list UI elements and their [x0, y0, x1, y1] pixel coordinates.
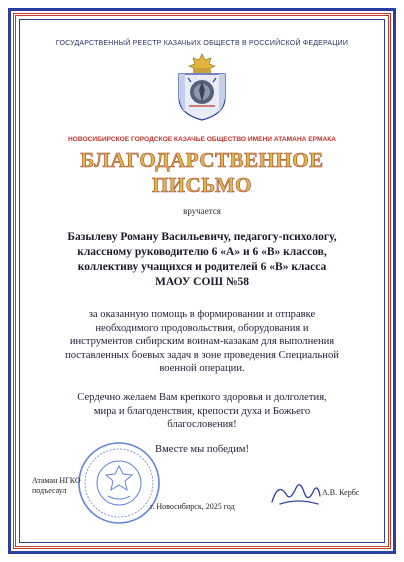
signatory-title [32, 476, 81, 496]
cossack-emblem-icon [171, 52, 233, 122]
signatory-name: А.В. Кербс [322, 488, 360, 497]
official-stamp-icon [76, 440, 162, 526]
recipient-line-1: Базылеву Роману Васильевичу, педагогу-психологу, [67, 231, 337, 243]
recipient-line-4: МАОУ СОШ №58 [154, 276, 249, 288]
title-line-1: БЛАГОДАРСТВЕННОЕ [80, 148, 324, 172]
recipient-line-2: классному руководителю 6 «А» и 6 «В» классов, [77, 246, 327, 258]
city-and-date: г. Новосибирск, 2025 год [150, 502, 235, 511]
body-line-4: поставленных боевых задач в зоне проведения Специальной [65, 349, 339, 361]
body-line-1: за оказанную помощь в формировании и отправке [88, 309, 316, 320]
document-title [24, 148, 380, 198]
body-line-3: инструментов сибирским воинам-казакам для выполнения [69, 336, 335, 348]
society-name: НОВОСИБИРСКОЕ ГОРОДСКОЕ КАЗАЧЬЕ ОБЩЕСТВО ИМЕНИ АТАМАНА ЕРМАКА [67, 136, 337, 143]
handed-to-label: вручается [183, 206, 221, 216]
body-line-2: необходимого продовольствия, оборудования и [95, 322, 309, 334]
signatory-title-line-1: Атаман НГКО [32, 476, 81, 485]
wish-line-1: Сердечно желаем Вам крепкого здоровья и долголетия, [77, 392, 327, 403]
wish-line-2: мира и благоденствия, крепости духа и Божьего [93, 405, 311, 417]
recipient-block [30, 230, 374, 290]
gratitude-paragraph [30, 308, 374, 376]
signatory-title-line-2: подъесаул [32, 486, 67, 495]
handwritten-signature-icon [268, 474, 324, 514]
wish-paragraph [30, 391, 374, 432]
recipient-line-3: коллективу учащихся и родителей 6 «В» класса [77, 261, 327, 273]
wish-line-3: благословения! [167, 419, 237, 431]
body-line-5: военной операции. [159, 363, 245, 375]
title-line-2: ПИСЬМО [151, 173, 253, 197]
closing-slogan: Вместе мы победим! [155, 444, 249, 455]
registry-heading: ГОСУДАРСТВЕННЫЙ РЕЕСТР КАЗАЧЬИХ ОБЩЕСТВ В РОССИЙСКОЙ ФЕДЕРАЦИИ [55, 40, 349, 47]
